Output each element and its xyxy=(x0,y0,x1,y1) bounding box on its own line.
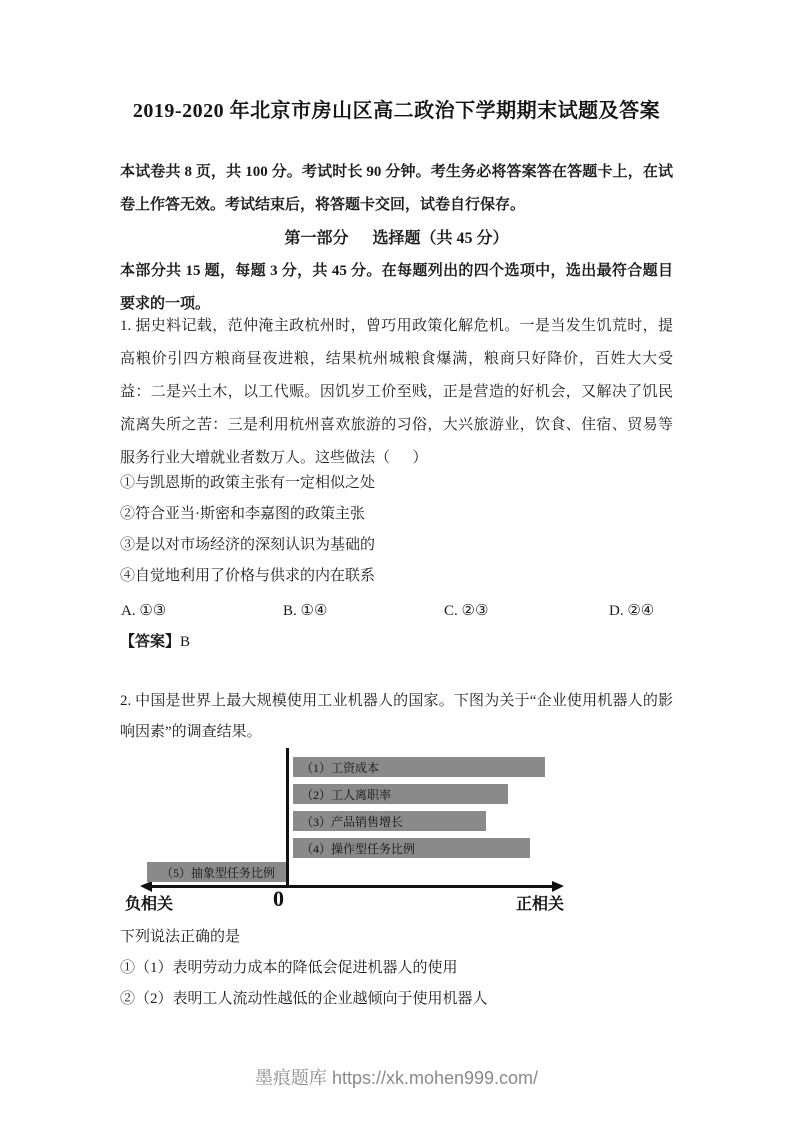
chart xyxy=(120,748,673,924)
question-1-stem: 1. 据史料记载，范仲淹主政杭州时，曾巧用政策化解危机。一是当发生饥荒时，提高粮价引四方粮商昼夜进粮，结果杭州城粮食爆满，粮商只好降价，百姓大大受益：二是兴土木，以工代赈。因饥岁工价至贱，正是营造的好机会，又解决了饥民流离失所之苦：三是利用杭州喜欢旅游的习俗，大兴旅游业，饮食、住宿、贸易等服务行业大增就业者数万人。这些做法（ ） xyxy=(120,318,673,466)
answer-value: B xyxy=(180,634,191,650)
chart-bar-label: （1）工资成本 xyxy=(301,760,380,775)
answer-label: 【答案】 xyxy=(120,634,181,650)
axis-label-positive: 正相关 xyxy=(516,896,565,913)
chart-bar xyxy=(293,757,545,777)
chart-bar xyxy=(147,862,286,882)
chart-bar-label: （5）抽象型任务比例 xyxy=(161,865,276,880)
statement-3: ③是以对市场经济的深刻认识为基础的 xyxy=(120,537,376,553)
question-2-stem: 2. 中国是世界上最大规模使用工业机器人的国家。下图为关于“企业使用机器人的影响因素”的调查结果。 xyxy=(120,693,673,740)
question-1-statements xyxy=(120,468,673,592)
choice-b: B. ①④ xyxy=(283,603,328,619)
question-2-followup: 下列说法正确的是 xyxy=(120,929,241,945)
axis-label-zero: 0 xyxy=(273,886,284,911)
chart-bar xyxy=(293,811,486,831)
question-1-answer xyxy=(120,627,673,658)
choice-c: C. ②③ xyxy=(444,603,489,619)
section-header: 第一部分 选择题（共 45 分） xyxy=(284,230,509,247)
footer-watermark: 墨痕题库 https://xk.mohen999.com/ xyxy=(254,1068,539,1088)
chart-bar xyxy=(293,784,508,804)
statement-2: ②符合亚当·斯密和李嘉图的政策主张 xyxy=(120,506,365,522)
statement-1: ①与凯恩斯的政策主张有一定相似之处 xyxy=(120,475,376,491)
choice-a: A. ①③ xyxy=(121,603,167,619)
statement-4: ④自觉地利用了价格与供求的内在联系 xyxy=(120,568,376,584)
axis-label-negative: 负相关 xyxy=(125,896,174,913)
section-note: 本部分共 15 题，每题 3 分，共 45 分。在每题列出的四个选项中，选出最符合题目要求的一项。 xyxy=(120,263,673,312)
statement-1: ①（1）表明劳动力成本的降低会促进机器人的使用 xyxy=(120,960,458,976)
chart-vertical-axis xyxy=(286,748,289,888)
chart-bar-label: （2）工人离职率 xyxy=(301,787,392,802)
chart-bar-label: （4）操作型任务比例 xyxy=(301,841,416,856)
chart-bar xyxy=(293,838,530,858)
chart-bar-label: （3）产品销售增长 xyxy=(301,814,404,829)
statement-2: ②（2）表明工人流动性越低的企业越倾向于使用机器人 xyxy=(120,991,488,1007)
choice-d: D. ②④ xyxy=(609,603,655,619)
chart-horizontal-axis xyxy=(150,885,554,888)
question-2-statements xyxy=(120,953,673,1015)
question-1-choices xyxy=(120,601,673,627)
exam-instructions: 本试卷共 8 页，共 100 分。考试时长 90 分钟。考生务必将答案答在答题卡上，在试卷上作答无效。考试结束后，将答题卡交回，试卷自行保存。 xyxy=(120,164,673,213)
page-title: 2019-2020 年北京市房山区高二政治下学期期末试题及答案 xyxy=(132,100,661,122)
